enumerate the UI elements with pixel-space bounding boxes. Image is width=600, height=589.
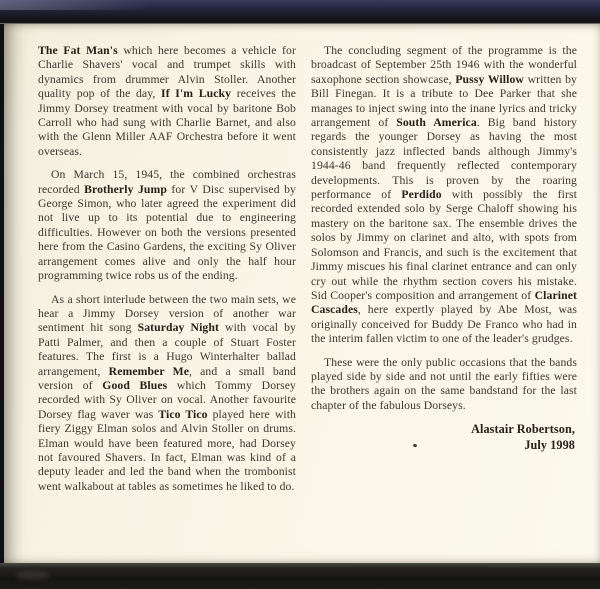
right-column-paragraphs — [311, 44, 577, 413]
text-run: for V Disc supervised by George Simon, who later agreed the experiment did not live up to its potential due to engineering difficulties. However on both the versions presented here from the Casino Gardens, the exciting Sy Oliver arrangement comes alive and only the half hour programming twice robs us of the ending. — [38, 182, 296, 283]
song-title: South America — [396, 116, 477, 130]
paragraph — [38, 168, 296, 283]
signature-author: Alastair Robertson, — [471, 422, 575, 437]
text-run: with possibly the first recorded extended solo by Serge Chaloff showing his mastery on the baritone sax. The ensemble drives the solos by Jimmy on clarinet and alto, with spots from Solomson and Francis, and such is the excitement that Jimmy miscues his final clarinet entrance and can only cry out while the rhythm section covers his mistake. Sid Cooper's composition and arrangement of — [311, 188, 577, 302]
text-run: The concluding segment of the programme is the broadcast of September 25th 1946 with the wonderful saxophone section showcase, — [311, 44, 577, 86]
booklet-page — [4, 24, 600, 563]
song-title: Brotherly Jump — [84, 182, 167, 196]
song-title: Good Blues — [102, 378, 168, 392]
song-title: Pussy Willow — [455, 72, 524, 86]
song-title: Perdido — [401, 188, 442, 202]
text-run: with vocal by Patti Palmer, and then a couple of Stuart Foster features. The first is a Hugo Winterhalter ballad arrangement, — [38, 321, 296, 378]
signature-block — [311, 422, 577, 453]
song-title: Remember Me — [108, 364, 189, 378]
song-title: Tico Tico — [158, 407, 208, 421]
text-run: which Tommy Dorsey recorded with Sy Oliver on vocal. Another favourite Dorsey flag waver was — [38, 378, 297, 421]
song-title: The Fat Man's — [38, 44, 118, 57]
scan-smudge-artifact — [16, 571, 50, 580]
song-title: If I'm Lucky — [161, 87, 232, 101]
text-run: . Big band history regards the younger Dorsey as having the most consistently jazz inflected bands although Jimmy's 1944-46 band frequently reflected contemporary developments. This is proven by the roaring performance of — [311, 116, 577, 202]
text-run: receives the Jimmy Dorsey treatment with vocal by baritone Bob Carroll who had sung with Charlie Barnet, and also with the Glenn Miller AAF Orchestra before it went overseas. — [38, 87, 296, 158]
text-run: written by Bill Finegan. It is a tribute to Dee Parker that she manages to inject swing into the inane lyrics and tricky arrangement of — [311, 72, 577, 130]
paragraph — [38, 293, 296, 495]
paragraph — [311, 356, 577, 414]
song-title: Saturday Night — [137, 321, 219, 335]
text-run: , here expertly played by Abe Most, was originally conceived for Buddy De Franco who had in the interim fallen victim to one of the leader's grudges. — [311, 303, 577, 346]
liner-notes-text — [38, 44, 577, 503]
text-run: On March 15, 1945, the combined orchestras recorded — [38, 168, 296, 196]
text-run: played here with fiery Ziggy Elman solos and Alvin Stoller on drums. Elman would have been featured more, had Dorsey not favoured Shavers. In fact, Elman was kind of a deputy leader and led the band when the trombonist went walkabout at tables as sometimes he liked to do. — [38, 407, 296, 493]
right-column — [311, 44, 577, 503]
left-column — [38, 44, 296, 503]
signature-date: July 1998 — [524, 437, 575, 452]
scan-border-bottom — [0, 563, 600, 589]
scan-border-top — [0, 0, 600, 24]
song-title: Clarinet Cascades — [311, 288, 577, 317]
text-run: These were the only public occasions that the bands played side by side and not until the early fifties were the brothers again on the same bandstand for the last chapter of the fabulous Dorseys. — [311, 355, 577, 412]
text-run: , and a small band version of — [38, 364, 296, 392]
text-run: which here becomes a vehicle for Charlie Shavers' vocal and trumpet skills with dynamics from drummer Alvin Stoller. Another quality pop of the day, — [38, 44, 296, 101]
paragraph — [38, 44, 296, 159]
text-run: As a short interlude between the two main sets, we hear a Jimmy Dorsey version of another war sentiment hit song — [38, 292, 296, 335]
paragraph — [311, 44, 577, 347]
